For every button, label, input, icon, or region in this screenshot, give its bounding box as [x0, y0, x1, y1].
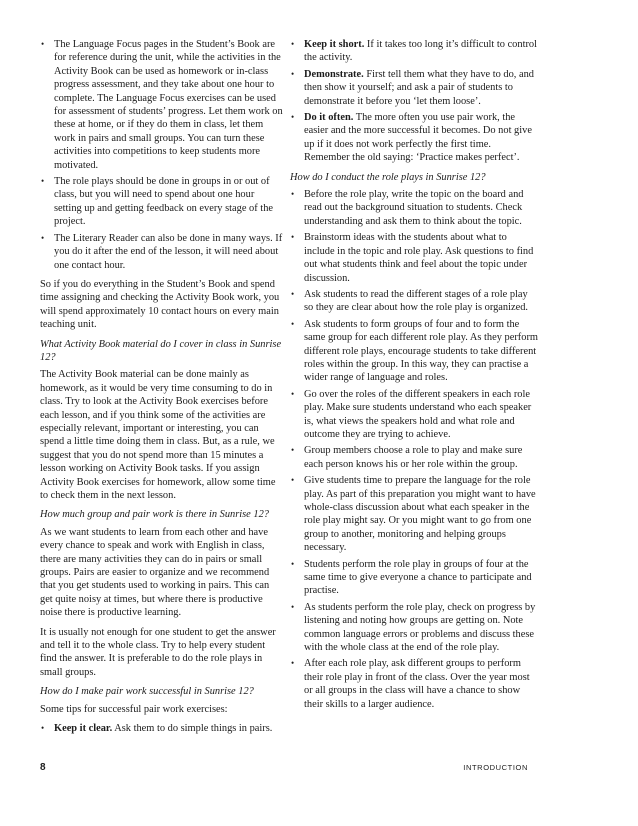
paragraph: Some tips for successful pair work exercises:: [40, 703, 228, 715]
pair-work-tips-list: [40, 722, 284, 735]
section-label: INTRODUCTION: [463, 763, 528, 772]
bullet-icon: •: [291, 288, 295, 299]
bullet-icon: •: [291, 445, 295, 456]
question-heading: How much group and pair work is there in Sunrise 12?: [40, 509, 269, 521]
paragraph: As we want students to learn from each other and have every chance to speak and work with English in class, there are many activities they can do in pairs or small groups. Pairs are easier to organize and we recommend that you get students used to working in pairs. This can get quite noisy at times, but where there is productive noise there is productive learning.: [40, 526, 270, 619]
list-item: • Demonstrate. First tell them what they have to do, and then show it yourself; and ask a pair of students to demonstrate it before you ‘let them loose’.: [291, 68, 534, 107]
question-heading: How do I conduct the role plays in Sunrise 12?: [290, 171, 486, 183]
list-item: • Give students time to prepare the language for the role play. As part of this preparation you might want to have whole-class discussion about what each speaker in the role play might say. Or you might want to go from one group to another, monitoring and helping groups necessary.: [291, 475, 536, 554]
bullet-icon: •: [291, 39, 295, 49]
list-item: • Brainstorm ideas with the students about what to include in the topic and role play. Ask questions to find out what students think and feel about the topic under discussion.: [291, 232, 534, 284]
left-column: [40, 38, 284, 742]
list-item: • The Language Focus pages in the Student’s Book are for reference during the unit, while the activities in the Activity Book can be used as homework or in-class progress assessment, and they take about one hour to complete. The Language Focus exercises can be used for assessment of students’ progress. Let them work on these at home, or if they do them in class, let them work in pairs and small groups. You can turn these activities into competitions to keep students more motivated.: [41, 39, 283, 171]
bullet-icon: •: [291, 189, 295, 200]
bullet-icon: •: [291, 475, 295, 486]
list-item: • The Literary Reader can also be done in many ways. If you do it after the end of the lesson, it will need about one contact hour.: [41, 232, 283, 271]
question-heading: How do I make pair work successful in Sunrise 12?: [40, 686, 254, 698]
list-item: • As students perform the role play, check on progress by listening and noting how groups are getting on. Note common language errors or problems and discuss these with the whole class at the end of the role play.: [291, 601, 536, 654]
bullet-icon: •: [291, 658, 295, 669]
list-item: • Keep it short. If it takes too long it’s difficult to control the activity.: [291, 39, 538, 64]
bullet-icon: •: [41, 176, 45, 187]
list-item: • After each role play, ask different groups to perform their role play in front of the class. Over the year most or all groups in the class will have a chance to show their skills to a larger audience.: [291, 658, 530, 710]
list-item: • Ask students to read the different stages of a role play so they are clear about how the role play is organized.: [291, 288, 528, 314]
bullet-icon: •: [291, 68, 295, 79]
bullet-icon: •: [41, 39, 45, 49]
question-heading: What Activity Book material do I cover in class in Sunrise 12?: [40, 338, 282, 363]
list-item: • The role plays should be done in groups in or out of class, but you will need to spend about one hour setting up and getting feedback on every stage of the project.: [41, 176, 273, 228]
paragraph: So if you do everything in the Student’s Book and spend time assigning and checking the Activity Book work, you will spend approximately 10 contact hours on every main teaching unit.: [40, 278, 280, 331]
activity-notes-list: [40, 38, 284, 272]
paragraph: The Activity Book material can be done mainly as homework, as it would be very time consuming to do in class. Try to look at the Activity Book exercises before each lesson, and if you think some of the activities are especially relevant, important or interesting, you can spend a little time doing them in class. But, as a rule, we suggest that you do not spend more than 15 minutes a lesson working on Activity Book tasks. If you assign Activity Book exercises for homework, allow some time to check them in the next lesson.: [40, 369, 276, 501]
list-item: • Do it often. The more often you use pair work, the easier and the more successful it becomes. Do not give up if it does not work perfectly the first time. Remember the old saying: ‘Practice makes perfect’.: [291, 112, 532, 164]
bullet-icon: •: [291, 232, 295, 243]
page-number: 8: [40, 762, 46, 773]
pair-work-tips-continued: [290, 38, 538, 165]
list-item: • Keep it clear. Ask them to do simple things in pairs.: [41, 723, 273, 735]
bullet-icon: •: [291, 558, 295, 569]
list-item: • Group members choose a role to play and make sure each person knows his or her role within the group.: [291, 445, 523, 470]
bullet-icon: •: [291, 601, 295, 612]
bullet-icon: •: [291, 388, 295, 399]
list-item: • Go over the roles of the different speakers in each role play. Make sure students understand who each speaker is, what views the speakers hold and what role and outcome they are trying to achieve.: [291, 388, 532, 440]
list-item: • Before the role play, write the topic on the board and read out the background situation to students. Check understanding and ask them to think about the topic.: [291, 189, 524, 227]
right-column: [290, 38, 538, 717]
bullet-icon: •: [291, 112, 295, 123]
list-item: • Students perform the role play in groups of four at the same time to give everyone a chance to participate and practise.: [291, 558, 532, 597]
bullet-icon: •: [41, 723, 45, 734]
bullet-icon: •: [41, 232, 45, 243]
paragraph: It is usually not enough for one student to get the answer and tell it to the whole class. Try to help every student find the answer. It is preferable to do the role plays in small groups.: [40, 626, 276, 678]
list-item: • Ask students to form groups of four and to form the same group for each different role play. As they perform different role plays, encourage students to take different roles within the group. In this way, they can practise a wider range of language and roles.: [291, 318, 538, 384]
role-play-steps-list: [290, 188, 538, 711]
bullet-icon: •: [291, 318, 295, 329]
